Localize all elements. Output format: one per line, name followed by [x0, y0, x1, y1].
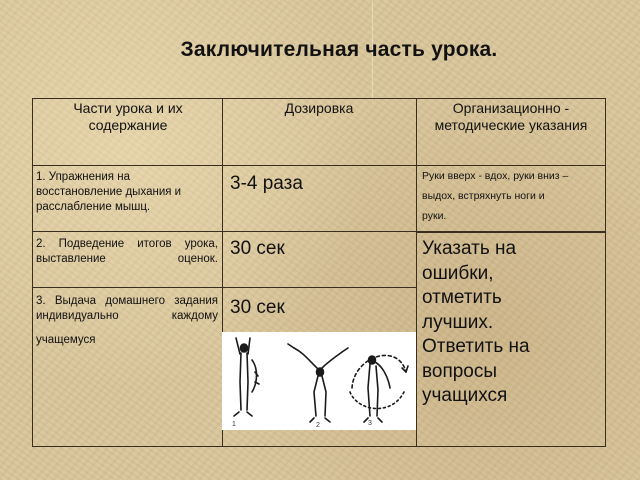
figure-label: 1 [232, 421, 236, 428]
lesson-table [32, 98, 606, 447]
merged-guideline-line: учащихся [422, 385, 508, 406]
merged-guideline [422, 237, 602, 409]
exercise-illustration [222, 332, 416, 430]
row2-dosage: 30 сек [230, 238, 285, 259]
row1-part: 1. Упражнения на восстановление дыхания и расслабление мышц. [36, 171, 182, 213]
row1-guideline-line: Руки вверх - вдох, руки вниз – [422, 170, 569, 182]
exercise-figures-svg [222, 332, 416, 430]
merged-guideline-line: вопросы [422, 360, 498, 382]
row3-part-line: учащемуся [36, 334, 96, 346]
slide-title: Заключительная часть урока. [180, 38, 498, 61]
header-parts: Части урока и их содержание [73, 100, 183, 133]
figure-label: 2 [316, 422, 320, 429]
merged-guideline-line: отметить [422, 287, 502, 308]
row2-part: 2. Подведение итогов урока, выставление оценок. [36, 238, 218, 265]
row3-dosage: 30 сек [230, 297, 285, 318]
row3-part-line: 3. Выдача домашнего задания индивидуально каждому [36, 295, 218, 322]
merged-guideline-line: Ответить на [422, 336, 530, 357]
figure-label: 3 [368, 420, 372, 427]
figure-standing [234, 338, 259, 416]
row1-dosage: 3-4 раза [230, 173, 303, 194]
figure-bending [288, 344, 348, 422]
header-dosage: Дозировка [284, 100, 354, 116]
row1-guideline [422, 169, 602, 223]
merged-guideline-line: Указать на [422, 238, 517, 259]
merged-guideline-line: ошибки, [422, 262, 494, 284]
row1-guideline-line: выдох, встряхнуть ноги и [422, 190, 545, 202]
figure-arc-swing [350, 355, 408, 422]
row3-part [36, 294, 218, 348]
row1-guideline-line: руки. [422, 210, 447, 222]
header-guidelines: Организационно - методические указания [434, 100, 588, 133]
merged-guideline-line: лучших. [422, 311, 494, 333]
